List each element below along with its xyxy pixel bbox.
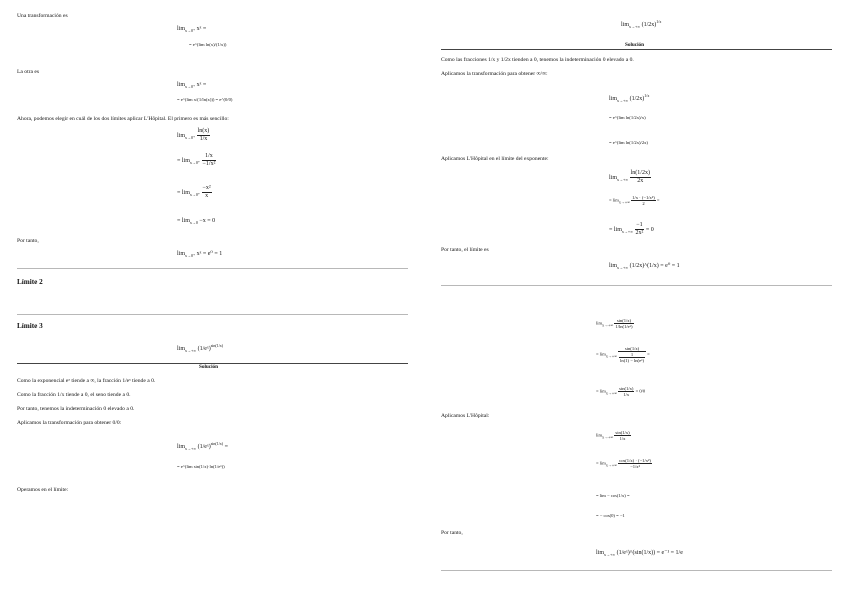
paragraph: Ahora, podemos elegir en cuál de los dos límites aplicar L'Hôpital. El primero es más sencillo: (17, 116, 229, 122)
math-limit: $\lim_{x\to+\infty}$ (1/2x)^(1/x) = e⁰ = 1 (609, 263, 680, 270)
math-limit: $\lim_{x\to 0^+}$ xˣ = e⁰ = 1 (177, 251, 223, 258)
paragraph: Aplicamos la transformación para obtener 0/0: (17, 420, 122, 426)
section-heading: Límite 3 (17, 322, 43, 330)
math-limit: = $\lim_{x\to 0} -x = 0$ (177, 218, 216, 225)
math-limit: = limx→+∞ $\frac{\text{cos(1/x) · (−1/x²)}}{\text{−1/x²}}$ (596, 458, 651, 469)
math-limit: $\lim_{x\to+\infty}$ (1/eˣ)$^{sin(1/x)}$ = (177, 441, 229, 451)
math-limit: = limx→+∞ $\frac{\sin(1/x)}{1/x}$ = 0/0 (596, 386, 646, 397)
math-limit: $\lim_{x\to 0^+}$ $\frac{\ln(x)}{1/x}$ (177, 128, 210, 142)
solution-label: Solución (625, 42, 645, 48)
math-expression: = lim − cos(1/x) = (596, 493, 630, 498)
paragraph: Aplicamos L'Hôpital en el límite del exponente: (441, 156, 549, 162)
math-limit: $\lim_{x\to+\infty} (1/2x)^{1/x}$ (609, 93, 650, 103)
solution-divider (441, 49, 832, 50)
math-limit: limx→+∞ $\frac{\sin(1/x)}{1/x}$ (596, 430, 630, 441)
math-limit: = $\lim_{x\to 0^+}$ $\frac{\text{−x²}}{x}$ (177, 185, 211, 199)
math-expression: = e^(lim sin(1/x)·ln(1/eˣ)) (177, 464, 225, 469)
paragraph: Por tanto, el límite es (441, 247, 489, 253)
paragraph: Aplicamos L'Hôpital: (441, 413, 490, 419)
math-limit: limx→+∞ $\frac{\sin(1/x)}{\text{1/ln(1/eˣ)}}$ (596, 318, 633, 329)
math-limit: $\lim_{x\to+\infty}$ (1/eˣ)^(sin(1/x)) = e⁻¹ = 1/e (596, 550, 683, 557)
math-expression: = e^(lim x/(1/ln(x))) = e^(0/0) (177, 97, 233, 102)
math-limit: = limx→+∞ $\frac{\sin(1/x)}{\frac{1}{\text{ln(1) − ln(eˣ)}}}$ = (596, 346, 650, 363)
paragraph: Por tanto, (441, 530, 463, 536)
math-limit: $\lim_{x\to+\infty}$ $\frac{\ln(1/2x)}{2x}$ (609, 170, 650, 184)
math-limit: $\lim_{x\to+\infty} (1/2x)^{1/x}$ (621, 19, 662, 29)
math-expression: = e^(lim ln(1/2x)/2x) (609, 140, 648, 145)
paragraph: Una transformación es (17, 13, 68, 19)
paragraph: Por tanto, tenemos la indeterminación 0 elevado a 0. (17, 406, 135, 412)
paragraph: Como la exponencial eˣ tiende a ∞, la fracción 1/eˣ tiende a 0. (17, 378, 156, 384)
divider (17, 314, 408, 315)
math-limit: $\lim_{x\to 0^+}$ xˣ = (177, 26, 207, 33)
paragraph: Operamos en el límite: (17, 487, 69, 493)
math-limit: $\lim_{x\to+\infty}$ (1/eˣ)$^{sin(1/x)}$ (177, 343, 224, 353)
paragraph: Como las fracciones 1/x y 1/2x tienden a 0, tenemos la indeterminación 0 elevado a 0. (441, 57, 634, 63)
math-limit: = $\lim_{x\to 0^+}$ $\frac{1/x}{\text{−1/x²}}$ (177, 153, 216, 167)
math-limit: = limx→+∞ $\frac{\text{1/x · (−1/x²)}}{2}$ = (609, 195, 660, 206)
paragraph: La otra es (17, 69, 40, 75)
divider (441, 285, 832, 286)
divider (17, 268, 408, 269)
paragraph: Como la fracción 1/x tiende a 0, el seno tiende a 0. (17, 392, 131, 398)
paragraph: Por tanto, (17, 238, 39, 244)
section-heading: Límite 2 (17, 278, 43, 286)
math-expression: = − cos(0) = −1 (596, 513, 625, 518)
paragraph: Aplicamos la transformación para obtener ∞/∞: (441, 71, 548, 77)
math-expression: = e^(lim ln(1/2x)/x) (609, 115, 646, 120)
math-limit: $\lim_{x\to 0^+}$ xˣ = (177, 82, 207, 89)
math-expression: = e^(lim ln(x)/(1/x)) (189, 42, 227, 47)
solution-label: Solución (199, 364, 219, 370)
math-limit: = $\lim_{x\to+\infty}$ $\frac{-1}{\text{2x²}}$ = 0 (609, 222, 654, 236)
divider (441, 570, 832, 571)
